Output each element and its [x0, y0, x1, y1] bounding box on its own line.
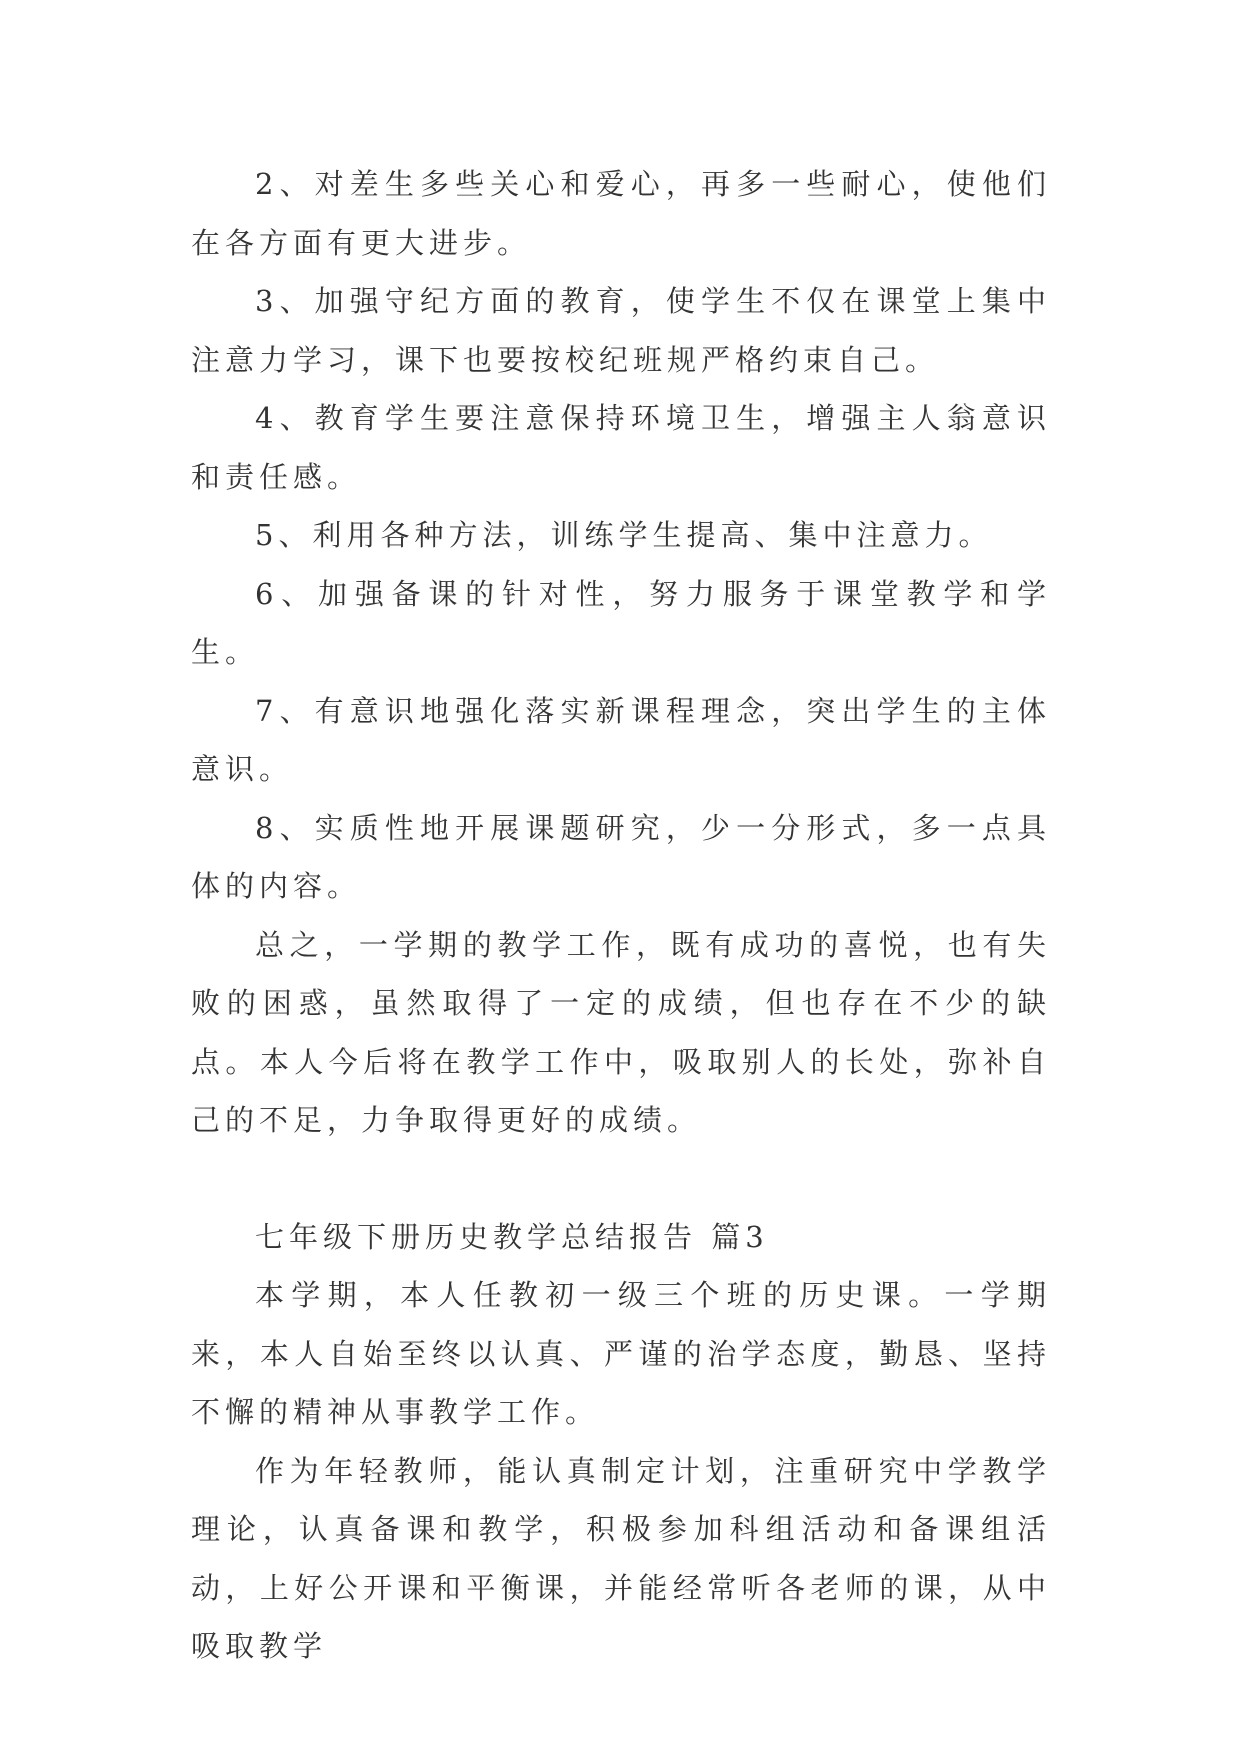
section-heading: 七年级下册历史教学总结报告 篇3 [255, 1219, 769, 1254]
document-body [191, 155, 1051, 1676]
paragraph-item-7: 7、有意识地强化落实新课程理念，突出学生的主体意识。 [191, 693, 1051, 786]
section-gap [191, 1150, 1051, 1208]
paragraph-item-6: 6、加强备课的针对性，努力服务于课堂教学和学生。 [191, 576, 1051, 669]
paragraph-intro: 本学期，本人任教初一级三个班的历史课。一学期来，本人自始至终以认真、严谨的治学态度，勤恳、坚持不懈的精神从事教学工作。 [191, 1278, 1051, 1429]
paragraph-teacher: 作为年轻教师，能认真制定计划，注重研究中学教学理论，认真备课和教学，积极参加科组活动和备课组活动，上好公开课和平衡课，并能经常听各老师的课，从中吸取教学 [191, 1453, 1051, 1663]
paragraph-item-3: 3、加强守纪方面的教育，使学生不仅在课堂上集中注意力学习，课下也要按校纪班规严格约束自己。 [191, 284, 1051, 377]
paragraph-item-8: 8、实质性地开展课题研究，少一分形式，多一点具体的内容。 [191, 810, 1051, 903]
paragraph-item-4: 4、教育学生要注意保持环境卫生，增强主人翁意识和责任感。 [191, 401, 1051, 494]
paragraph-item-2: 2、对差生多些关心和爱心，再多一些耐心，使他们在各方面有更大进步。 [191, 167, 1051, 260]
paragraph-conclusion: 总之，一学期的教学工作，既有成功的喜悦，也有失败的困惑，虽然取得了一定的成绩，但也存在不少的缺点。本人今后将在教学工作中，吸取别人的长处，弥补自己的不足，力争取得更好的成绩。 [191, 927, 1051, 1137]
paragraph-item-5: 5、利用各种方法，训练学生提高、集中注意力。 [255, 518, 993, 552]
